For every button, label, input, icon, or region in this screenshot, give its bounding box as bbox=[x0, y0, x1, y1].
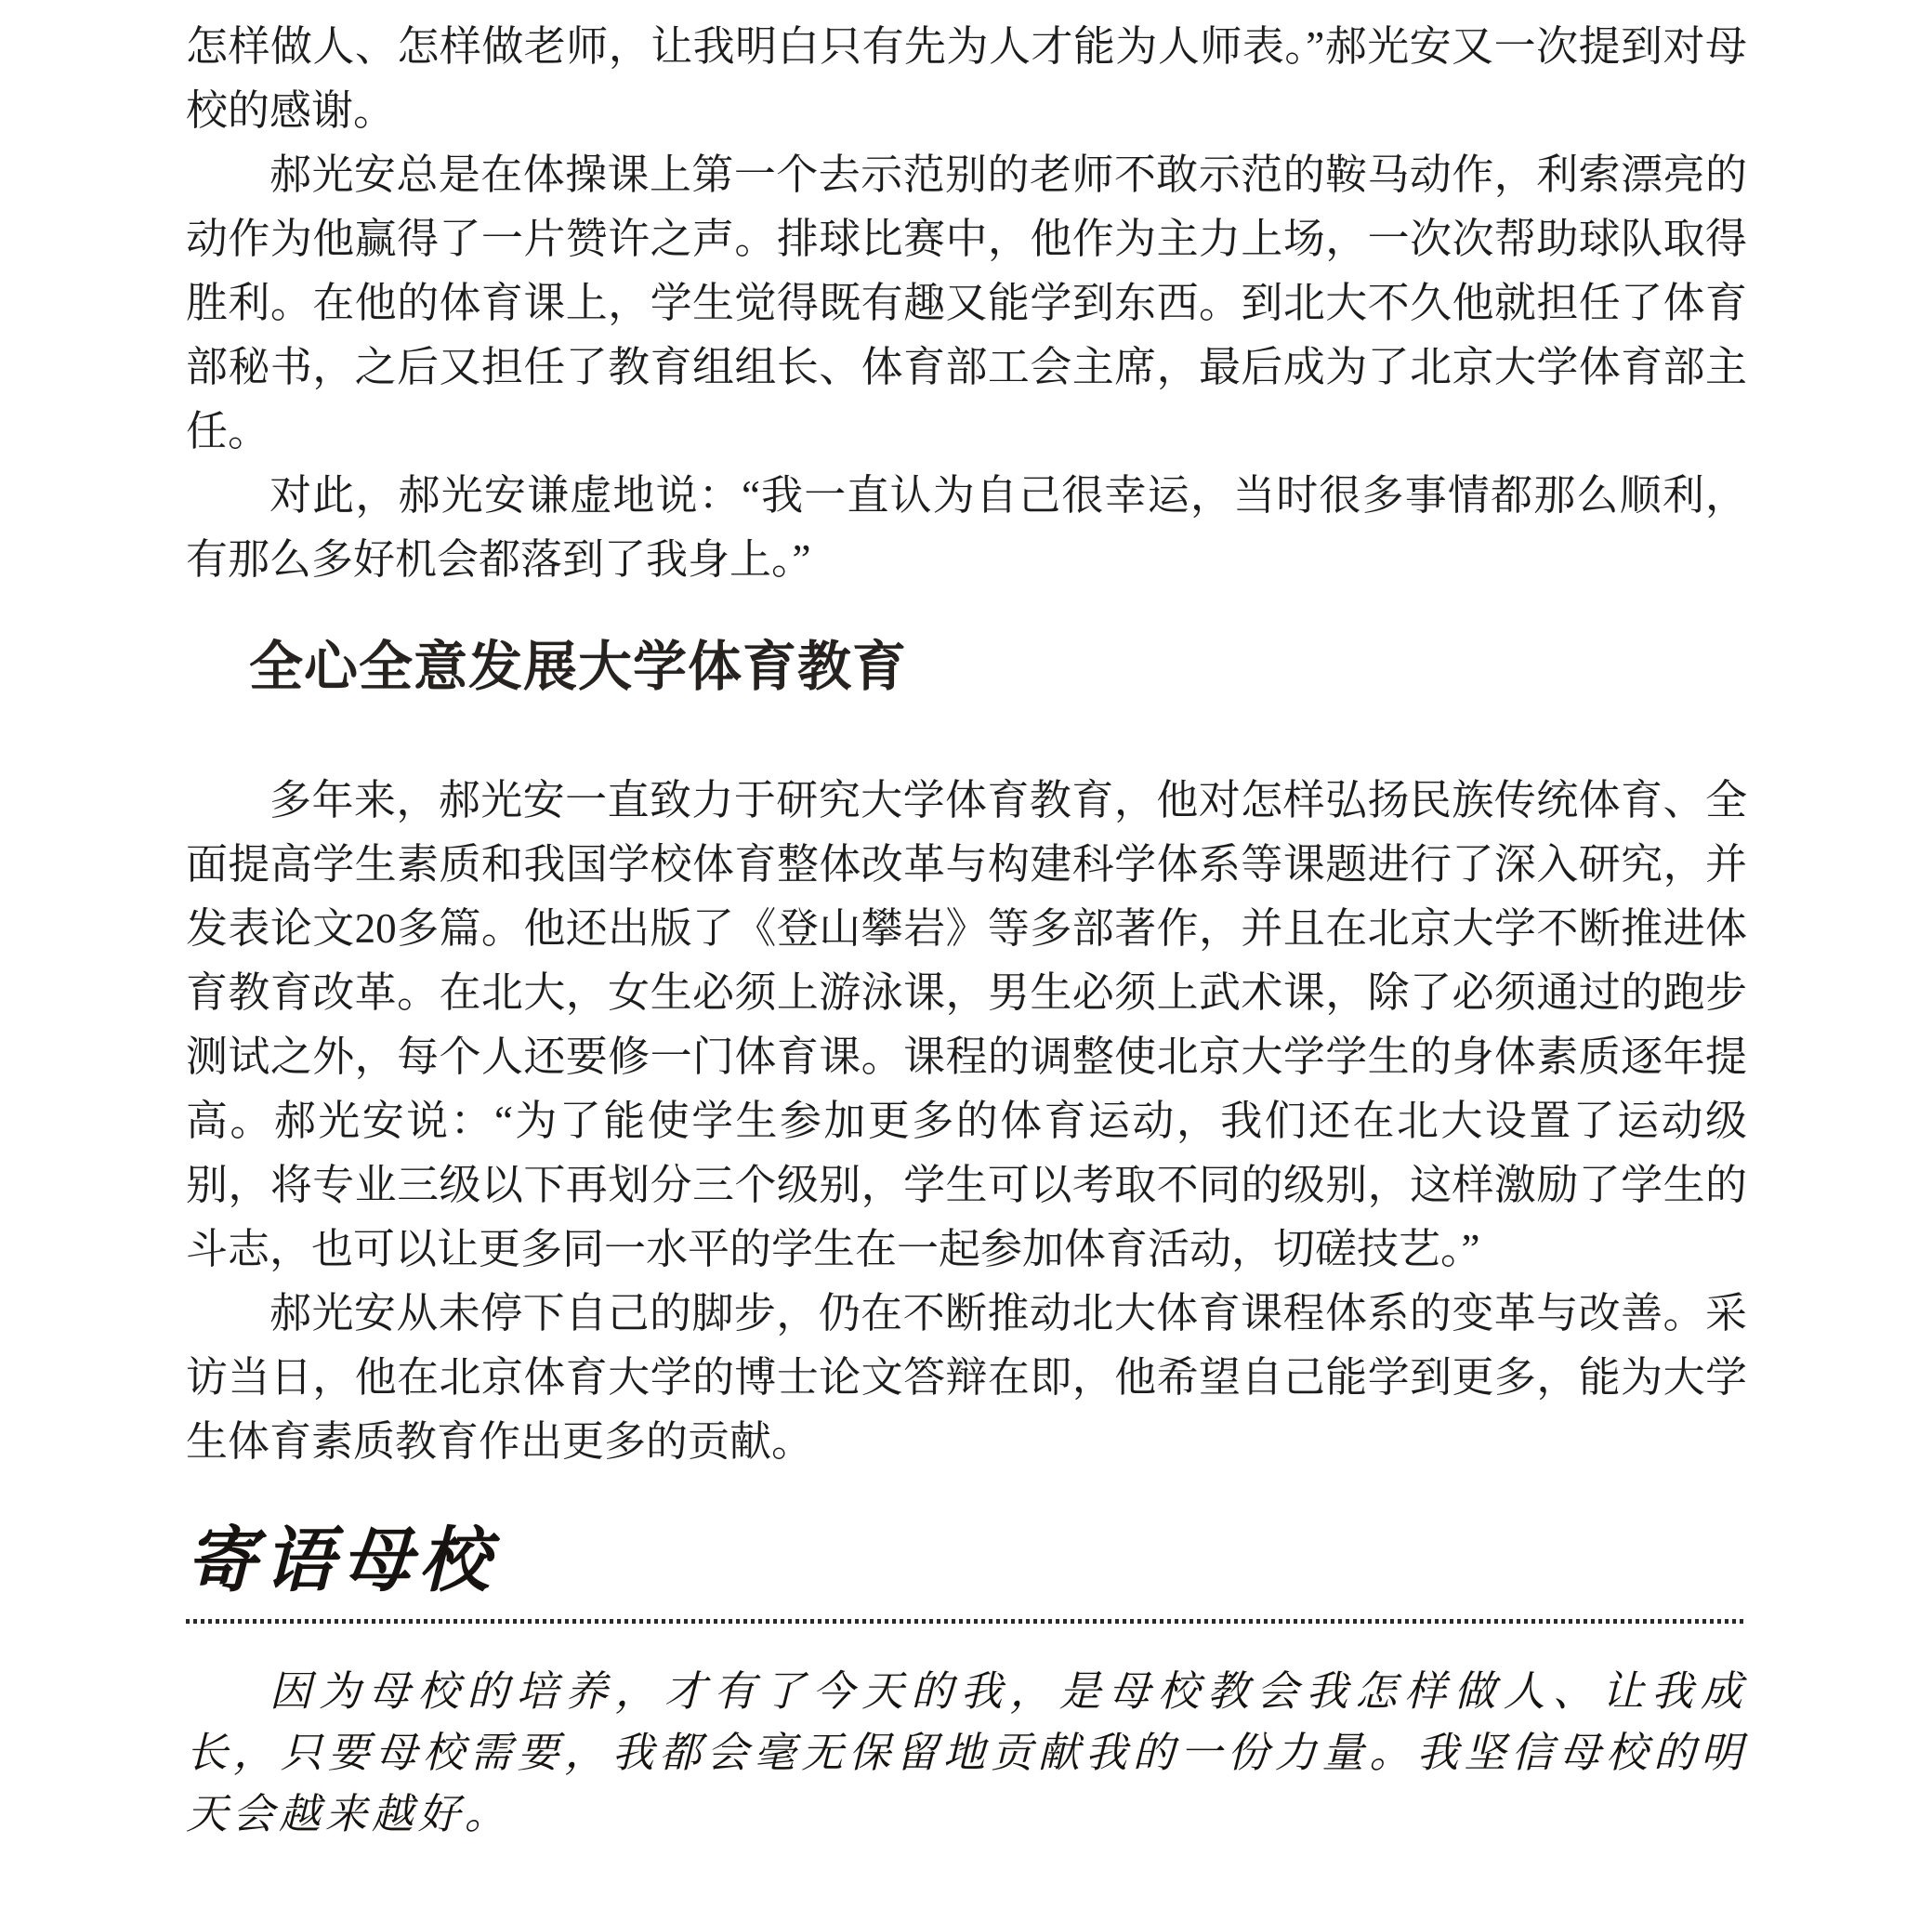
body-paragraph: 郝光安从未停下自己的脚步，仍在不断推动北大体育课程体系的变革与改善。采访当日，他在北京体育大学的博士论文答辩在即，他希望自己能学到更多，能为大学生体育素质教育作出更多的贡献。 bbox=[186, 1290, 1747, 1465]
body-paragraph: 多年来，郝光安一直致力于研究大学体育教育，他对怎样弘扬民族传统体育、全面提高学生素质和我国学校体育整体改革与构建科学体系等课题进行了深入研究，并发表论文20多篇。他还出版了《登山攀岩》等多部著作，并且在北京大学不断推进体育教育改革。在北大，女生必须上游泳课，男生必须上武术课，除了必须通过的跑步测试之外，每个人还要修一门体育课。课程的调整使北京大学学生的身体素质逐年提高。郝光安说：“为了能使学生参加更多的体育运动，我们还在北大设置了运动级别，将专业三级以下再划分三个级别，学生可以考取不同的级别，这样激励了学生的斗志，也可以让更多同一水平的学生在一起参加体育活动，切磋技艺。” bbox=[186, 777, 1747, 1272]
section-heading-sport-education: 全心全意发展大学体育教育 bbox=[249, 637, 908, 697]
body-paragraph: 对此，郝光安谦虚地说：“我一直认为自己很幸运，当时很多事情都那么顺利，有那么多好机会都落到了我身上。” bbox=[186, 472, 1747, 583]
message-quote-paragraph: 因为母校的培养，才有了今天的我，是母校教会我怎样做人、让我成长，只要母校需要，我都会毫无保留地贡献我的一份力量。我坚信母校的明天会越来越好。 bbox=[186, 1668, 1747, 1837]
body-paragraph-continuation: 怎样做人、怎样做老师，让我明白只有先为人才能为人师表。”郝光安又一次提到对母校的感谢。 bbox=[186, 23, 1747, 134]
dotted-divider bbox=[186, 1619, 1747, 1624]
body-paragraph: 郝光安总是在体操课上第一个去示范别的老师不敢示范的鞍马动作，利索漂亮的动作为他赢得了一片赞许之声。排球比赛中，他作为主力上场，一次次帮助球队取得胜利。在他的体育课上，学生觉得既有趣又能学到东西。到北大不久他就担任了体育部秘书，之后又担任了教育组组长、体育部工会主席，最后成为了北京大学体育部主任。 bbox=[186, 151, 1747, 454]
calligraphy-heading-message-to-alma-mater: 寄语母校 bbox=[186, 1522, 497, 1600]
